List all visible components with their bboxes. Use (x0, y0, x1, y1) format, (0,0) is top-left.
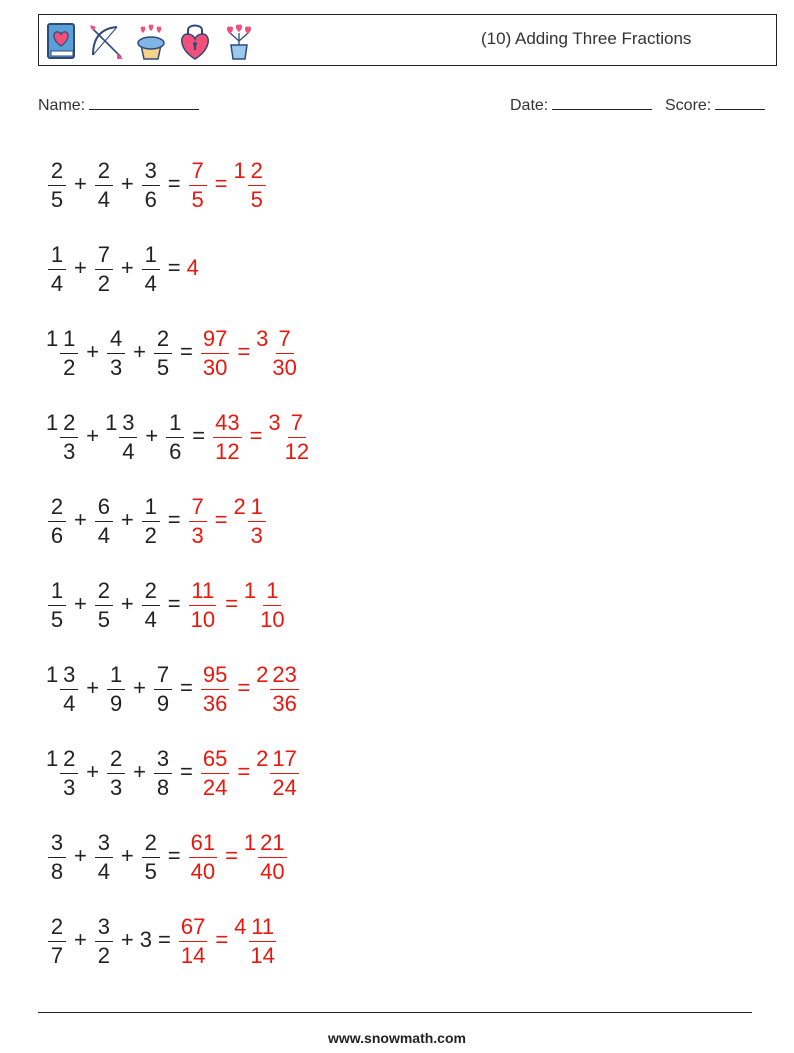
equals-sign: = (167, 507, 181, 532)
fraction (283, 409, 311, 464)
fraction (48, 913, 66, 968)
numerator: 2 (107, 748, 125, 774)
plus-sign: + (74, 927, 87, 952)
fraction-term (199, 662, 231, 715)
plus-sign: + (145, 423, 159, 448)
whole-number: 2 (256, 661, 269, 687)
numerator: 11 (249, 916, 276, 942)
fraction-term (46, 410, 80, 463)
equals-sign: = (214, 507, 228, 532)
numerator: 97 (201, 328, 229, 354)
fraction-term (152, 746, 174, 799)
denominator: 8 (50, 858, 64, 884)
denominator: 4 (97, 522, 110, 548)
numerator: 23 (270, 664, 298, 690)
problem-row (46, 814, 313, 898)
fraction (189, 577, 217, 632)
fraction-term (93, 242, 115, 295)
answer (187, 255, 199, 281)
fraction-term (93, 914, 115, 967)
numerator: 1 (107, 664, 125, 690)
fraction (270, 745, 298, 800)
plus-sign: + (86, 675, 100, 700)
denominator: 6 (169, 438, 182, 464)
numerator: 21 (258, 832, 286, 858)
fraction (48, 241, 66, 296)
fraction (142, 493, 160, 548)
numerator: 1 (142, 244, 160, 270)
equals-sign: = (215, 927, 229, 952)
valentine-book-icon (45, 21, 79, 61)
denominator: 3 (109, 354, 123, 380)
denominator: 3 (191, 522, 204, 548)
answer (187, 158, 268, 211)
fraction (60, 325, 78, 380)
fraction (270, 325, 298, 380)
fraction-term (187, 494, 209, 547)
denominator: 3 (63, 438, 76, 464)
denominator: 5 (50, 186, 64, 212)
denominator: 40 (260, 858, 285, 884)
numerator: 3 (119, 412, 137, 438)
heart-flowerpot-icon (221, 21, 257, 61)
plus-sign: + (74, 171, 87, 196)
footer-divider (38, 1012, 752, 1013)
fraction (154, 745, 172, 800)
fraction (60, 745, 78, 800)
answer (199, 662, 301, 715)
fraction-term (211, 410, 243, 463)
denominator: 10 (260, 606, 285, 632)
equals-sign: = (179, 339, 193, 364)
fraction-term (199, 746, 231, 799)
numerator: 7 (276, 328, 294, 354)
fraction (189, 493, 207, 548)
plus-sign: + (133, 759, 146, 784)
fraction (201, 325, 229, 380)
numerator: 17 (270, 748, 298, 774)
fraction-term (46, 158, 68, 211)
problem-list (46, 142, 313, 982)
whole-number: 3 (268, 409, 281, 435)
numerator: 43 (213, 412, 241, 438)
fraction (107, 745, 125, 800)
fraction-term (46, 662, 80, 715)
heart-padlock-icon (177, 21, 213, 61)
whole-number: 1 (46, 409, 59, 435)
equals-sign: = (225, 591, 238, 616)
fraction-term (233, 158, 267, 211)
fraction-term (199, 326, 231, 379)
header-icons (45, 19, 257, 63)
equals-sign: = (214, 171, 228, 196)
fraction-term (140, 830, 162, 883)
numerator: 11 (189, 580, 216, 606)
plus-sign: + (120, 927, 134, 952)
fraction (95, 577, 113, 632)
denominator: 40 (190, 858, 216, 884)
fraction (248, 913, 276, 968)
numerator: 7 (154, 664, 172, 690)
denominator: 4 (50, 270, 64, 296)
numerator: 1 (48, 580, 66, 606)
denominator: 4 (97, 186, 110, 212)
numerator: 95 (201, 664, 229, 690)
numerator: 2 (154, 328, 172, 354)
fraction-term (187, 158, 209, 211)
whole-number: 1 (105, 409, 118, 435)
numerator: 3 (154, 748, 172, 774)
denominator: 9 (109, 690, 123, 716)
fraction (142, 577, 160, 632)
fraction-term (46, 242, 68, 295)
plus-sign: + (120, 843, 134, 868)
fraction (189, 829, 217, 884)
numerator: 67 (179, 916, 207, 942)
denominator: 10 (190, 606, 216, 632)
fraction (189, 157, 207, 212)
fraction-term (46, 578, 68, 631)
fraction (154, 661, 172, 716)
numerator: 3 (48, 832, 66, 858)
denominator: 24 (272, 774, 297, 800)
numerator: 1 (248, 496, 266, 522)
date-label: Date: (510, 97, 549, 114)
whole-number: 1 (243, 577, 257, 603)
denominator: 6 (144, 186, 157, 212)
denominator: 4 (63, 690, 76, 716)
equals-sign: = (192, 423, 206, 448)
denominator: 14 (180, 942, 206, 968)
whole-number: 1 (46, 661, 59, 687)
plus-sign: + (133, 675, 146, 700)
numerator: 2 (95, 580, 113, 606)
problem-row (46, 142, 313, 226)
denominator: 12 (215, 438, 240, 464)
fraction (248, 157, 266, 212)
numerator: 2 (48, 160, 66, 186)
plus-sign: + (74, 255, 87, 280)
whole-number: 3 (139, 927, 152, 952)
answer (177, 914, 279, 967)
fraction (107, 661, 125, 716)
fraction-term (256, 326, 301, 379)
answer (199, 326, 301, 379)
fraction-term (177, 914, 209, 967)
denominator: 5 (50, 606, 64, 632)
denominator: 12 (284, 438, 310, 464)
fraction-term (46, 746, 80, 799)
fraction-term (164, 410, 186, 463)
date-field (510, 93, 652, 115)
score-label: Score: (665, 97, 712, 114)
answer (199, 746, 301, 799)
fraction (179, 913, 207, 968)
denominator: 4 (144, 606, 157, 632)
plus-sign: + (120, 255, 134, 280)
denominator: 2 (144, 522, 157, 548)
denominator: 3 (63, 774, 76, 800)
equals-sign: = (167, 591, 181, 616)
fraction (60, 661, 78, 716)
fraction (270, 661, 298, 716)
fraction-term (256, 662, 301, 715)
denominator: 5 (144, 858, 157, 884)
fraction (201, 661, 229, 716)
denominator: 2 (63, 354, 76, 380)
numerator: 7 (189, 496, 207, 522)
equals-sign: = (237, 339, 251, 364)
problem-row (46, 562, 313, 646)
problem-row (46, 898, 313, 982)
numerator: 2 (48, 916, 66, 942)
date-blank (552, 93, 652, 110)
fraction (95, 493, 113, 548)
fraction (95, 913, 113, 968)
problem-row (46, 394, 313, 478)
fraction-term (187, 578, 219, 631)
equals-sign: = (249, 423, 263, 448)
denominator: 2 (97, 942, 110, 968)
equals-sign: = (179, 675, 193, 700)
whole-number: 3 (256, 325, 269, 351)
denominator: 5 (97, 606, 110, 632)
numerator: 2 (48, 496, 66, 522)
denominator: 3 (250, 522, 263, 548)
fraction (142, 829, 160, 884)
name-field (38, 93, 199, 115)
fraction-term (140, 578, 162, 631)
denominator: 36 (202, 690, 228, 716)
fraction (95, 157, 113, 212)
numerator: 7 (189, 160, 207, 186)
numerator: 3 (142, 160, 160, 186)
fraction (95, 829, 113, 884)
fraction-term (105, 326, 127, 379)
numerator: 3 (60, 664, 78, 690)
equals-sign: = (179, 759, 193, 784)
fraction-term (93, 494, 115, 547)
numerator: 1 (263, 580, 281, 606)
whole-number: 4 (234, 913, 247, 939)
fraction-term (46, 326, 80, 379)
numerator: 65 (201, 748, 229, 774)
plus-sign: + (86, 759, 100, 784)
problem-row (46, 646, 313, 730)
numerator: 1 (142, 496, 160, 522)
denominator: 3 (109, 774, 123, 800)
answer (187, 578, 289, 631)
fraction-term (234, 914, 279, 967)
numerator: 4 (107, 328, 125, 354)
plus-sign: + (120, 591, 134, 616)
problem-row (46, 310, 313, 394)
whole-number: 4 (186, 255, 199, 280)
fraction-term (152, 326, 174, 379)
fraction (142, 241, 160, 296)
fraction (258, 577, 286, 632)
denominator: 14 (250, 942, 275, 968)
fraction-term (268, 410, 313, 463)
equals-sign: = (225, 843, 238, 868)
fraction (48, 829, 66, 884)
numerator: 2 (60, 748, 78, 774)
fraction-term (233, 494, 267, 547)
fraction (258, 829, 286, 884)
numerator: 1 (48, 244, 66, 270)
fraction (142, 157, 160, 212)
equals-sign: = (167, 843, 181, 868)
fraction-term (187, 830, 219, 883)
whole-number: 1 (243, 829, 257, 855)
numerator: 7 (288, 412, 306, 438)
numerator: 6 (95, 496, 113, 522)
denominator: 5 (156, 354, 170, 380)
plus-sign: + (74, 591, 87, 616)
fraction (95, 241, 113, 296)
fraction (201, 745, 229, 800)
plus-sign: + (86, 423, 100, 448)
equals-sign: = (237, 759, 251, 784)
fraction-term (140, 158, 162, 211)
denominator: 24 (202, 774, 228, 800)
bow-and-arrow-icon (87, 21, 125, 61)
numerator: 7 (95, 244, 113, 270)
numerator: 1 (166, 412, 184, 438)
cupcake-hearts-icon (133, 21, 169, 61)
numerator: 2 (95, 160, 113, 186)
fraction (107, 325, 125, 380)
fraction-term (244, 830, 289, 883)
fraction-term (46, 914, 68, 967)
fraction-term (46, 494, 68, 547)
fraction-term (46, 830, 68, 883)
fraction-term (187, 255, 199, 281)
fraction (166, 409, 184, 464)
answer (187, 830, 289, 883)
fraction-term (93, 158, 115, 211)
fraction (119, 409, 137, 464)
problem-row (46, 226, 313, 310)
numerator: 2 (142, 832, 160, 858)
plus-sign: + (120, 171, 134, 196)
equals-sign: = (167, 255, 181, 280)
numerator: 3 (95, 916, 113, 942)
numerator: 3 (95, 832, 113, 858)
plus-sign: + (133, 339, 146, 364)
numerator: 2 (248, 160, 266, 186)
problem-row (46, 730, 313, 814)
answer (211, 410, 313, 463)
numerator: 2 (142, 580, 160, 606)
denominator: 4 (144, 270, 157, 296)
denominator: 30 (272, 354, 297, 380)
fraction (48, 157, 66, 212)
name-blank (89, 93, 199, 110)
fraction (213, 409, 241, 464)
denominator: 36 (272, 690, 297, 716)
denominator: 2 (97, 270, 110, 296)
fraction (248, 493, 266, 548)
fraction-term (105, 410, 139, 463)
numerator: 2 (60, 412, 78, 438)
denominator: 4 (122, 438, 135, 464)
denominator: 30 (202, 354, 228, 380)
whole-number: 2 (233, 493, 246, 519)
plus-sign: + (86, 339, 100, 364)
fraction (48, 577, 66, 632)
fraction-term (93, 830, 115, 883)
fraction-term (105, 662, 127, 715)
whole-number: 1 (46, 745, 59, 771)
denominator: 5 (191, 186, 204, 212)
score-field (665, 93, 765, 115)
problem-row (46, 478, 313, 562)
numerator: 61 (189, 832, 217, 858)
fraction-term (244, 578, 289, 631)
fraction-term (140, 927, 152, 953)
fraction-term (105, 746, 127, 799)
equals-sign: = (167, 171, 181, 196)
whole-number: 1 (233, 157, 246, 183)
worksheet-header (38, 14, 777, 66)
denominator: 9 (156, 690, 170, 716)
answer (187, 494, 268, 547)
fraction (48, 493, 66, 548)
worksheet-title: (10) Adding Three Fractions (481, 29, 692, 48)
plus-sign: + (120, 507, 134, 532)
denominator: 7 (50, 942, 64, 968)
plus-sign: + (74, 843, 87, 868)
whole-number: 1 (46, 325, 59, 351)
fraction (154, 325, 172, 380)
equals-sign: = (237, 675, 251, 700)
score-blank (715, 93, 765, 110)
denominator: 6 (50, 522, 64, 548)
denominator: 4 (97, 858, 110, 884)
whole-number: 2 (256, 745, 269, 771)
footer-website: www.snowmath.com (328, 1030, 466, 1046)
fraction-term (93, 578, 115, 631)
equals-sign: = (157, 927, 171, 952)
denominator: 8 (156, 774, 170, 800)
fraction (60, 409, 78, 464)
name-label: Name: (38, 97, 86, 114)
denominator: 5 (250, 186, 263, 212)
plus-sign: + (74, 507, 87, 532)
numerator: 1 (60, 328, 78, 354)
fraction-term (140, 494, 162, 547)
fraction-term (256, 746, 301, 799)
fraction-term (140, 242, 162, 295)
fraction-term (152, 662, 174, 715)
